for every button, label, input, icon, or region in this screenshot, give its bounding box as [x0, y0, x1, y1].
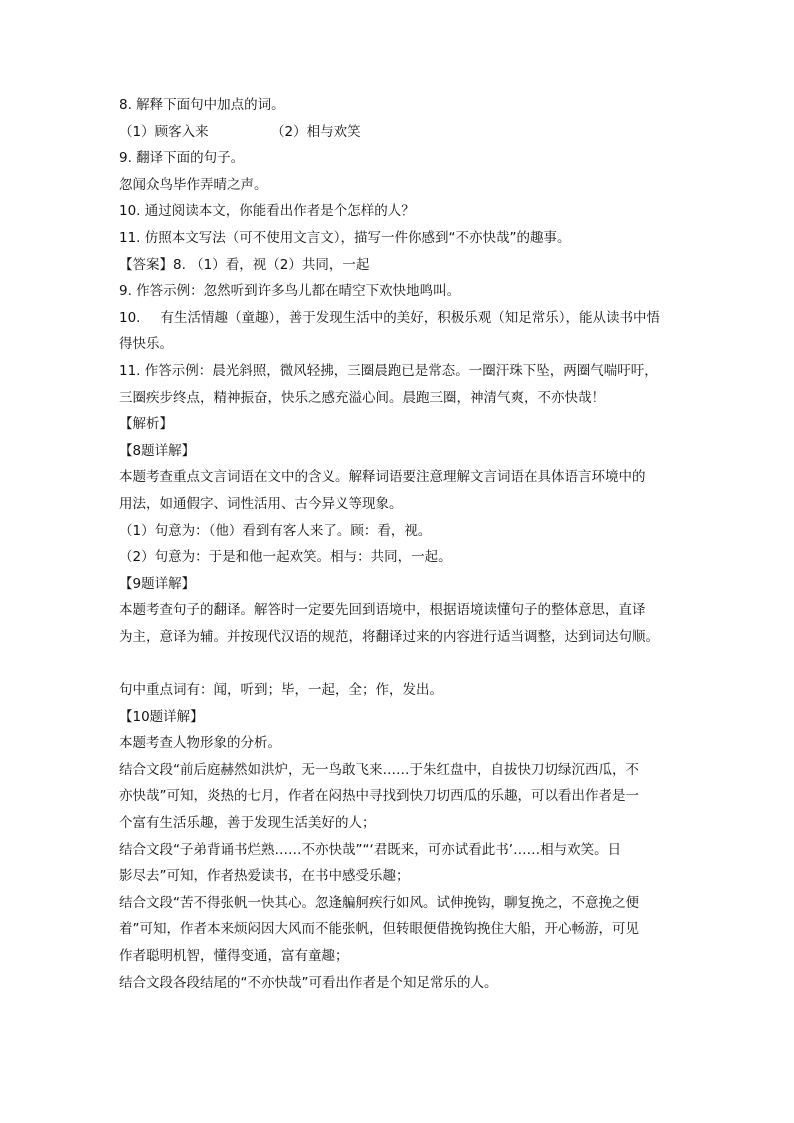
detail-10-paragraph-1-line-3: 个富有生活乐趣，善于发现生活美好的人； [119, 815, 376, 832]
detail-8-heading: 【8题详解】 [119, 442, 196, 459]
detail-10-paragraph-2-line-1: 结合文段“子弟背诵书烂熟……不亦快哉”“‘君既来，可亦试看此书’……相与欢笑。日 [119, 841, 622, 858]
detail-9-heading: 【9题详解】 [119, 575, 196, 592]
answer-8: 【答案】8. （1）看，视（2）共同，一起 [119, 256, 370, 273]
answer-10-line-1 [119, 305, 679, 332]
detail-10-paragraph-3-line-1: 结合文段“苦不得张帆一快其心。忽逢艑舸疾行如风。试伸挽钩，聊复挽之，不意挽之便 [119, 894, 639, 911]
answer-10-line-2: 得快乐。 [119, 336, 173, 353]
detail-10-paragraph-2-line-2: 影尽去”可知，作者热爱读书，在书中感受乐趣； [119, 868, 410, 885]
detail-9-line-1: 本题考查句子的翻译。解答时一定要先回到语境中，根据语境读懂句子的整体意思，直译 [119, 602, 646, 619]
detail-10-intro: 本题考查人物形象的分析。 [119, 735, 281, 752]
detail-8-item-2: （2）句意为：于是和他一起欢笑。相与：共同，一起。 [119, 549, 452, 566]
answer-11-line-2: 三圈疾步终点，精神振奋，快乐之感充溢心间。晨跑三圈，神清气爽，不亦快哉！ [119, 389, 605, 406]
blank-line [119, 650, 679, 677]
detail-10-paragraph-3-line-3: 作者聪明机智，懂得变通，富有童趣； [119, 948, 349, 964]
question-9: 9. 翻译下面的句子。 [119, 150, 245, 167]
detail-8-line-2: 用法，如通假字、词性活用、古今异义等现象。 [119, 495, 403, 512]
detail-9-line-3: 句中重点词有：闻，听到；毕，一起，全；作，发出。 [119, 682, 443, 699]
detail-9-line-2: 为主，意译为辅。并按现代汉语的规范，将翻译过来的内容进行适当调整，达到词达句顺。 [119, 628, 659, 645]
detail-8-line-1: 本题考查重点文言词语在文中的含义。解释词语要注意理解文言词语在具体语言环境中的 [119, 469, 646, 486]
detail-10-paragraph-1-line-2: 亦快哉”可知，炎热的七月，作者在闷热中寻找到快刀切西瓜的乐趣，可以看出作者是一 [119, 788, 639, 805]
answer-10-number: 10. [119, 309, 141, 326]
question-8-item-2: （2）相与欢笑 [271, 123, 361, 140]
detail-10-heading: 【10题详解】 [119, 708, 204, 725]
detail-8-item-1: （1）句意为：（他）看到有客人来了。顾：看，视。 [119, 522, 432, 539]
question-10: 10. 通过阅读本文，你能看出作者是个怎样的人？ [119, 203, 415, 220]
question-8-items [119, 119, 679, 146]
document-content [119, 92, 679, 996]
answer-9: 9. 作答示例：忽然听到许多鸟儿都在晴空下欢快地鸣叫。 [119, 283, 461, 300]
question-8-item-1: （1）顾客入来 [119, 123, 209, 140]
answer-10-text: 有生活情趣（童趣），善于发现生活中的美好，积极乐观（知足常乐），能从读书中悟 [160, 309, 660, 326]
detail-10-paragraph-1-line-1: 结合文段“前后庭赫然如洪炉，无一鸟敢飞来……于朱红盘中，自拔快刀切绿沉西瓜，不 [119, 761, 639, 778]
question-8: 8. 解释下面句中加点的词。 [119, 97, 285, 113]
detail-10-paragraph-4-line-1: 结合文段各段结尾的“不亦快哉”可看出作者是个知足常乐的人。 [119, 974, 498, 991]
detail-10-paragraph-3-line-2: 着”可知，作者本来烦闷因大风而不能张帆，但转眼便借挽钩挽住大船，开心畅游，可见 [119, 921, 639, 938]
analysis-heading: 【解析】 [119, 416, 173, 433]
answer-11-line-1: 11. 作答示例：晨光斜照，微风轻拂，三圈晨跑已是常态。一圈汗珠下坠，两圈气喘吁吁， [119, 362, 658, 379]
question-11: 11. 仿照本文写法（可不使用文言文），描写一件你感到“不亦快哉”的趣事。 [119, 229, 571, 246]
question-9-sentence: 忽闻众鸟毕作弄晴之声。 [119, 176, 268, 193]
